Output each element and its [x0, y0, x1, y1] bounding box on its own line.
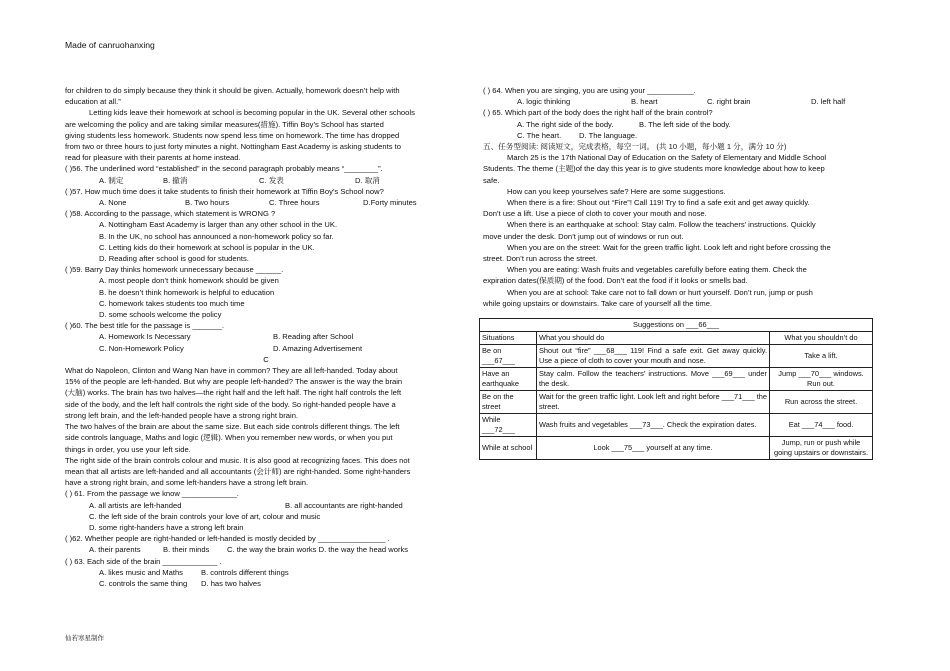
option: B. The left side of the body. [639, 119, 731, 129]
option: D. The language. [579, 130, 638, 140]
option: C. The heart. [517, 130, 562, 140]
text-line: street. Don’t run across the street. [483, 254, 598, 264]
text-line: Students. The theme (主题)of the day this year is to give students more knowledge about how to keep [483, 164, 825, 174]
header-cell: Situations [480, 332, 537, 345]
option: B. heart [631, 97, 658, 107]
option: C. homework takes students too much time [99, 298, 245, 308]
question-63: ( ) 63. Each side of the brain _____________ . [65, 556, 222, 566]
text-line: 15% of the people are left-handed. But why are people left-handed? The answer is the way the brain [65, 377, 403, 387]
option: A. 制定 [99, 175, 124, 185]
option: A. their parents [89, 545, 141, 555]
text-line: while going upstairs or downstairs. Take care of yourself all the time. [483, 298, 713, 308]
text-line: move under the desk. Don’t jump out of windows or run out. [483, 231, 684, 241]
text-line: are welcoming the policy and are taking similar measures(措施). Tiffin Boy’s School has started [65, 119, 384, 129]
text-line: safe. [483, 175, 500, 185]
left-column [65, 85, 467, 589]
text-line: things in order, you use your left side. [65, 444, 191, 454]
question-61: ( ) 61. From the passage we know _____________. [65, 489, 239, 499]
text-line: expiration dates(保质期) of the food. Don’t eat the food if it looks or smells bad. [483, 276, 748, 286]
table-cell: While ___72___ [480, 414, 537, 437]
options-60-row2 [65, 343, 467, 354]
options-57 [65, 197, 467, 208]
page-footer: 仙若寒星制作 [65, 634, 104, 642]
page-header: Made of canruohanxing [65, 40, 155, 50]
options-56 [65, 175, 467, 186]
table-cell: Shout out “fire” ___68___ 119! Find a safe exit. Get away quickly. Use a piece of cloth to cover your mouth and nose. [537, 345, 770, 368]
table-cell: Jump, run or push while going upstairs or downstairs. [770, 437, 873, 460]
table-row [480, 391, 873, 414]
option: B. Two hours [185, 198, 230, 208]
options-61-row1 [65, 500, 467, 511]
text-line: The two halves of the brain are about the same size. But each side controls different things. The left [65, 422, 400, 432]
options-65-row2 [483, 130, 887, 141]
option: D. some schools welcome the policy [99, 310, 222, 320]
text-line: March 25 is the 17th National Day of Education on the Safety of Elementary and Middle School [507, 153, 827, 163]
table-cell: Look ___75___ yourself at any time. [537, 437, 770, 460]
text-line: How can you keep yourselves safe? Here are some suggestions. [507, 186, 726, 196]
option: A. Homework Is Necessary [99, 332, 191, 342]
question-59: ( )59. Barry Day thinks homework unnecessary because ______. [65, 265, 284, 275]
header-cell: What you shouldn’t do [770, 332, 873, 345]
text-line: have a strong right brain, and some left-handers have a strong left brain. [65, 478, 309, 488]
text-line: When you are on the street: Wait for the green traffic light. Look left and right before crossing the [507, 242, 831, 252]
right-column [483, 85, 887, 309]
option: D.Forty minutes [363, 198, 417, 208]
table-cell: Be on ___67___ [480, 345, 537, 368]
text-line: When you are eating: Wash fruits and vegetables carefully before eating them. Check the [507, 265, 807, 275]
option: C. Three hours [269, 198, 320, 208]
text-line: education at all.” [65, 97, 121, 107]
text-line: When there is a fire: Shout out “Fire”! Call 119! Try to find a safe exit and get away quickly. [507, 198, 810, 208]
table-cell: Be on the street [480, 391, 537, 414]
text-line: for children to do simply because they think it should be given. Actually, homework doesn’t help with [65, 86, 400, 95]
table-cell: Have an earthquake [480, 368, 537, 391]
text-line: When you are at school: Take care not to fall down or hurt yourself. Don’t run, jump or push [507, 287, 813, 297]
option: D. 取消 [355, 175, 380, 185]
option: A. all artists are left-handed [89, 500, 182, 510]
option: C. Letting kids do their homework at school is popular in the UK. [99, 242, 315, 252]
question-57: ( )57. How much time does it take students to finish their homework at Tiffin Boy’s School now? [65, 186, 384, 196]
table-cell: Take a lift. [770, 345, 873, 368]
text-line: mean that all artists are left-handed and all accountants (会计师) are right-handed. Some right-handers [65, 466, 411, 476]
text-line: side of the body, and the left half controls the right side of the body. So right-handed people have a [65, 399, 396, 409]
question-60: ( )60. The best title for the passage is _______. [65, 321, 225, 331]
option: C. right brain [707, 97, 751, 107]
text-line: When there is an earthquake at school: Stay calm. Follow the teachers’ instructions. Quickly [507, 220, 816, 230]
option: A. logic thinking [517, 97, 571, 107]
section-title: 五、任务型阅读: 阅读短文，完成表格，每空一词。 (共 10 小题，每小题 1 分，满分 10 分) [483, 142, 787, 152]
question-62: ( )62. Whether people are right-handed or left-handed is mostly decided by ________________ . [65, 534, 390, 544]
text-line: giving students less homework. Students now spend less time on homework. The time has dropped [65, 130, 400, 140]
options-65-row1 [483, 119, 887, 130]
text-line: (大脑) works. The brain has two halves—the right half and the left half. The right half controls the left [65, 388, 402, 398]
question-64: ( ) 64. When you are singing, you are using your ___________. [483, 86, 696, 95]
option: B. all accountants are right-handed [285, 500, 403, 510]
text-line: strong left brain, and the left-handed people have a strong right brain. [65, 410, 299, 420]
option: D. left half [811, 97, 846, 107]
text-line: read for pleasure with their parents at home instead. [65, 153, 241, 163]
table-row [480, 414, 873, 437]
text-line: Letting kids leave their homework at school is becoming popular in the UK. Several other schools [89, 108, 415, 118]
option: D. some right-handers have a strong left brain [89, 522, 244, 532]
option: B. Reading after School [273, 332, 354, 342]
option: A. Nottingham East Academy is larger than any other school in the UK. [99, 220, 338, 230]
option: B. In the UK, no school has announced a non-homework policy so far. [99, 231, 334, 241]
option: B. 撤消 [163, 175, 188, 185]
option: C. the left side of the brain controls your love of art, colour and music [89, 511, 321, 521]
table-cell: Jump ___70___ windows. Run out. [770, 368, 873, 391]
text-line: from two or three hours to just forty minutes a night. Nottingham East Academy is asking students to [65, 142, 401, 152]
table-title: Suggestions on ___66___ [480, 319, 873, 332]
text-line: Don’t use a lift. Use a piece of cloth to cover your mouth and nose. [483, 209, 707, 219]
option: C. Non-Homework Policy [99, 343, 184, 353]
option: D. has two halves [201, 578, 261, 588]
table-cell: Wait for the green traffic light. Look left and right before ___71___ the street. [537, 391, 770, 414]
table-cell: Wash fruits and vegetables ___73___. Check the expiration dates. [537, 414, 770, 437]
options-63-row1 [65, 567, 467, 578]
option: A. None [99, 198, 127, 208]
table-header-row [480, 332, 873, 345]
table-cell: Run across the street. [770, 391, 873, 414]
option: B. he doesn’t think homework is helpful to education [99, 287, 275, 297]
question-58: ( )58. According to the passage, which statement is WRONG ? [65, 209, 276, 219]
options-60-row1 [65, 331, 467, 342]
table-cell: While at school [480, 437, 537, 460]
option: A. likes music and Maths [99, 567, 183, 577]
section-label: C [263, 354, 269, 364]
table-row [480, 368, 873, 391]
option: B. controls different things [201, 567, 289, 577]
options-62 [65, 544, 467, 555]
text-line: The right side of the brain controls colour and music. It is also good at recognizing faces. This does not [65, 455, 410, 465]
options-64 [483, 96, 887, 107]
text-line: side controls language, Maths and logic (逻辑). When you remember new words, or when you put [65, 433, 393, 443]
option: C. controls the same thing [99, 578, 188, 588]
header-cell: What you should do [537, 332, 770, 345]
question-65: ( ) 65. Which part of the body does the right half of the brain control? [483, 108, 713, 118]
option: A. The right side of the body. [517, 119, 614, 129]
option: A. most people don’t think homework should be given [99, 276, 279, 286]
options-63-row2 [65, 578, 467, 589]
table-cell: Eat ___74___ food. [770, 414, 873, 437]
option: B. their minds [163, 545, 210, 555]
table-row [480, 437, 873, 460]
question-56: ( )56. The underlined word “established” in the second paragraph probably means “________”. [65, 164, 383, 174]
option: D. Reading after school is good for students. [99, 254, 249, 264]
option: C. the way the brain works D. the way the head works [227, 545, 409, 555]
text-line: What do Napoleon, Clinton and Wang Nan have in common? They are all left-handed. Today about [65, 366, 398, 376]
option: D. Amazing Advertisement [273, 343, 363, 353]
suggestions-table [479, 318, 873, 460]
table-row [480, 345, 873, 368]
option: C. 发表 [259, 175, 284, 185]
table-cell: Stay calm. Follow the teachers’ instructions. Move ___69___ under the desk. [537, 368, 770, 391]
